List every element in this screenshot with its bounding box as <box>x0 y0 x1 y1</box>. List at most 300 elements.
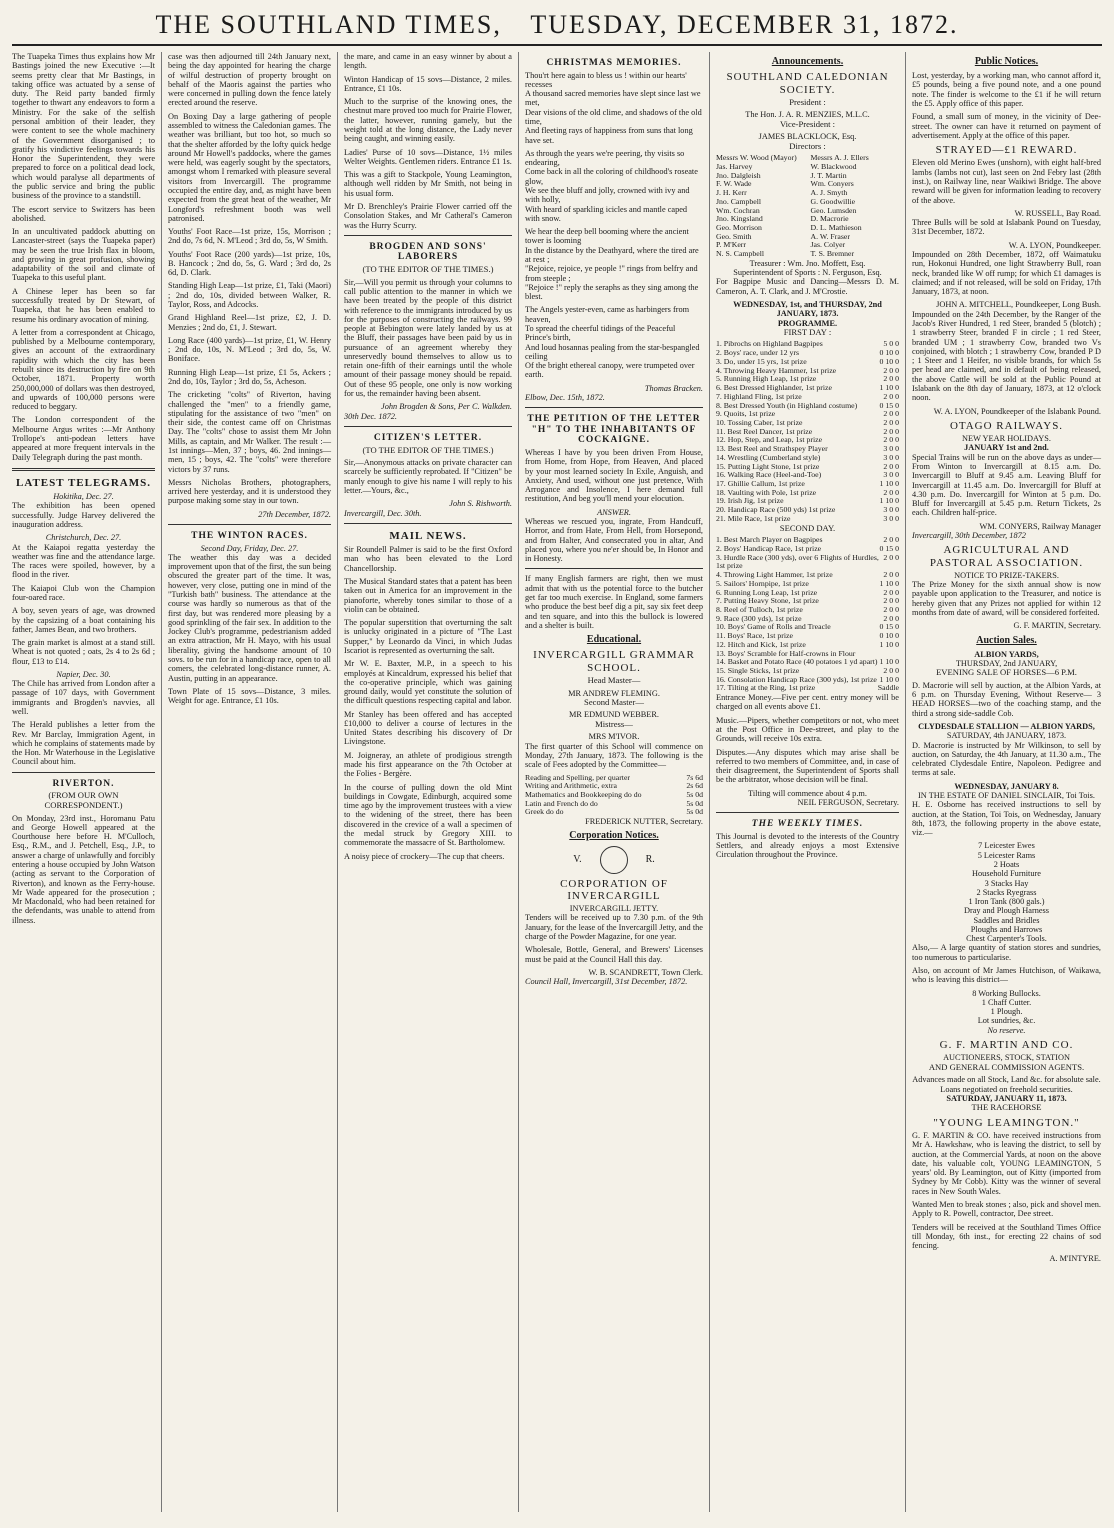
programme-prize: 0 15 0 <box>879 543 899 553</box>
telegram-place: Hokitika, Dec. 27. <box>53 492 114 502</box>
divider <box>12 772 155 773</box>
poem-line: Dear visions of the old clime, and shadows of the old time, <box>525 107 702 127</box>
estate-item: 2 Stacks Ryegrass <box>976 887 1037 897</box>
programme-event: 5. Sailors' Hornpipe, 1st prize <box>716 578 809 588</box>
programme-prize: 0 10 0 <box>879 356 899 366</box>
notice-text: Tenders will be received up to 7.30 p.m. of the 9th January, for the lease of the Invercargill Jetty, and the charge of the Powder Magazine, for one year. <box>525 913 703 942</box>
programme-event: 16. Consolation Handicap Race (300 yds), 1st prize <box>716 674 877 684</box>
holidays-dates: JANUARY 1st and 2nd. <box>964 443 1049 453</box>
programme-prize: 1 10 0 <box>879 578 899 588</box>
notice-text: Music.—Pipers, whether competitors or not, who meet at the Post Office in Dee-street, and play to the Grounds, will receive 10s extra. <box>716 715 899 744</box>
notice-signature: NEIL FERGUSON, Secretary. <box>797 797 899 807</box>
school-staff-label: Mistress— <box>595 718 633 729</box>
masthead <box>12 10 1102 46</box>
programme-event: 17. Ghillie Callum, 1st prize <box>716 478 805 488</box>
article-paragraph: The weather this day was a decided improvement upon that of the first, the sun being obscured the greater part of the time. It was, however, very close, putting one in mind of the "Turkish bath" business. The attendance at the course was hardly so numerous as that of the first day, but was rendered more pleasing by a good sprinkling of the fair sex. In addition to the Jockey Club's programme, pedestrianism added an extra attraction, Mr H. Mayo, with his usual liberality, giving the handsome amount of 10 sovs. to be run for in a handicap race, open to all comers, the celebrated long-distance runner, A. Austin, putting in an appearance. <box>168 552 331 683</box>
result-line: Town Plate of 15 sovs—Distance, 3 miles. Weight for age. Entrance, £1 10s. <box>168 686 331 706</box>
article-paragraph: Mr D. Brenchley's Prairie Flower carried off the Consolation Stakes, and Mr Catheral's Cameron was the Hurry Scurry. <box>344 201 512 230</box>
director: Wm. Conyers <box>810 179 854 189</box>
programme-prize: 2 0 0 <box>883 435 899 445</box>
telegram-text: The grain market is almost at a stand still. Wheat is not quoted ; oats, 2s 4 to 2s 6d ; flour, £13 to £14. <box>12 638 155 666</box>
telegram-text: The Chile has arrived from London after a passage of 107 days, with Government immigrants and Brogden's navvies, all well. <box>12 679 155 717</box>
fee-amount: 5s 0d <box>686 789 703 799</box>
telegram-text: The exhibition has been opened successfully. Judge Harvey delivered the inauguration address. <box>12 501 155 529</box>
masthead-date: TUESDAY, DECEMBER 31, 1872. <box>530 10 959 39</box>
programme-label: PROGRAMME. <box>777 318 838 328</box>
programme-event: 11. Boys' Race, 1st prize <box>716 631 793 641</box>
director: F. W. Wade <box>716 179 752 189</box>
divider <box>12 468 155 471</box>
result-line: Standing High Leap—1st prize, £1, Taki (Maori) ; 2nd do, 10s, divided between Walker, R. Taylor, Ross, and Adcocks. <box>168 281 331 310</box>
prize-notice: The Prize Money for the sixth annual show is now payable upon application to the Treasurer, and notice is hereby given that any Prizes not applied for within 12 months from date of award, will be considered forfeited. <box>912 580 1101 617</box>
column-3 <box>344 52 519 1512</box>
result-line: Winton Handicap of 15 sovs—Distance, 2 miles. Entrance, £1 10s. <box>344 74 512 93</box>
director: Messrs A. J. Ellers <box>810 153 869 163</box>
agricultural-heading: AGRICULTURAL AND PASTORAL ASSOCIATION. <box>929 544 1084 569</box>
fee-amount: 2s 6d <box>686 781 703 791</box>
notice-text: Entrance Money.—Five per cent. entry money will be charged on all events above £1. <box>716 693 899 712</box>
programme-prize: 1 10 0 <box>879 639 899 649</box>
programme-event: 3. Hurdle Race (300 yds), over 6 Flights of Hurdles, 1st prize <box>716 552 879 571</box>
weekly-heading: THE WEEKLY TIMES. <box>751 819 864 830</box>
holidays-heading: NEW YEAR HOLIDAYS. <box>962 434 1051 444</box>
programme-event: 6. Best Dressed Highlander, 1st prize <box>716 383 832 393</box>
fee-item: Reading and Spelling, per quarter <box>525 772 631 782</box>
result-line: Running High Leap—1st prize, £1 5s, Ackers ; 2nd do, 10s, Taylor ; 3rd do, 5s, Acheson. <box>168 367 331 386</box>
citizen-subheading: (TO THE EDITOR OF THE TIMES.) <box>362 444 494 455</box>
poem-line: A thousand sacred memories have slept since last we met, <box>525 89 701 108</box>
racehorse-label: THE RACEHORSE <box>971 1102 1042 1113</box>
poem-line: Come back in all the coloring of childhood's roseate glow, <box>525 167 698 186</box>
royal-seal: V. R. <box>525 846 703 874</box>
programme-prize: 1 10 0 <box>879 383 899 393</box>
christmas-heading: CHRISTMAS MEMORIES. <box>546 58 682 68</box>
programme-event: 15. Single Sticks, 1st prize <box>716 665 800 675</box>
lost-notice: Lost, yesterday, by a working man, who cannot afford it, £5 pounds, being a five pound note, and a one pound note. The finder is welcome to the £1 if he will return the £5. Apply office of this paper. <box>912 71 1101 109</box>
poem-line: To spread the cheerful tidings of the Peaceful Prince's birth, <box>525 323 676 343</box>
article-paragraph: Messrs Nicholas Brothers, photographers, arrived here yesterday, and it is understood they purpose making some stay in our town. <box>168 477 331 506</box>
estate-item: Chest Carpenter's Tools. <box>966 934 1047 944</box>
article-paragraph: The Musical Standard states that a patent has been taken out in America for an improvement in the pianoforte, whereby tones similar to those of a violin can be obtained. <box>344 576 512 614</box>
programme-prize: 0 10 0 <box>879 348 899 358</box>
programme-event: 8. Reel of Tulloch, 1st prize <box>716 604 803 614</box>
programme-event: 21. Mile Race, 1st prize <box>716 513 791 523</box>
programme-prize: 5 0 0 <box>883 339 899 349</box>
director: Wm. Cochran <box>716 205 760 215</box>
director: D. L. Mathieson <box>810 223 862 232</box>
estate-also: Also,— A large quantity of station stores and sundries, too numerous to particularise. <box>912 943 1101 962</box>
fee-item: Writing and Arithmetic, extra <box>525 781 617 791</box>
article-paragraph: the mare, and came in an easy winner by about a length. <box>344 52 512 71</box>
clydesdale-date: SATURDAY, 4th JANUARY, 1873. <box>946 731 1067 741</box>
wanted-notice: Wanted Men to break stones ; also, pick and shovel men. Apply to R. Powell, contractor, Dee street. <box>912 1199 1101 1219</box>
directors-label: Directors : <box>789 140 826 151</box>
telegram-text: The Herald publishes a letter from the Rev. Mr Barclay, Immigration Agent, in which he complains of statements made by the Hon. Mr Waterhouse in the Legislative Council about him. <box>12 720 155 767</box>
programme-event: 12. Hop, Step, and Leap, 1st prize <box>716 435 823 445</box>
president-label: President : <box>789 96 826 107</box>
notice-signature: G. F. MARTIN, Secretary. <box>1013 621 1101 631</box>
article-paragraph: The escort service to Switzers has been abolished. <box>12 204 155 223</box>
programme-event: 4. Throwing Light Hammer, 1st prize <box>716 570 833 580</box>
answer-heading: ANSWER. <box>597 507 631 517</box>
director: Geo. Smith <box>716 231 752 241</box>
answer-text: Whereas we rescued you, ingrate, From Handcuff, Horror, and from Hate, From Hell, from Horsepond, and from Halter, And consecrated you in altar, And placed you, where you ne'er should be, In Honor and in Honesty. <box>525 517 703 564</box>
prize-heading: NOTICE TO PRIZE-TAKERS. <box>954 570 1059 580</box>
poem-line: With heard of sparkling icicles and mantle caped with snow. <box>525 204 688 223</box>
programme-event: 19. Irish Jig, 1st prize <box>716 496 784 506</box>
estate-item: Dray and Plough Harness <box>963 906 1050 916</box>
school-staff: MRS M'IVOR. <box>588 732 640 742</box>
estate-notice: H. E. Osborne has received instructions to sell by auction, at the Station, Toi Tois, on Wednesday, January 8th, 1873, the following property in the above estate, viz.— <box>912 800 1101 838</box>
programme-event: 20. Handicap Race (500 yds) 1st prize <box>716 505 836 515</box>
column-6 <box>912 52 1107 1512</box>
director: G. Goodwillie <box>810 196 856 206</box>
programme-prize: 2 0 0 <box>883 365 899 375</box>
director: Geo. Morrison <box>716 223 762 232</box>
telegram-text: A boy, seven years of age, was drowned by the capsizing of a boat containing his father, James Bean, and two brothers. <box>12 606 155 634</box>
programme-event: 3. Do, under 15 yrs, 1st prize <box>716 356 807 366</box>
telegram-text: At the Kaiapoi regatta yesterday the weather was fine and the attendance large. The races were spoiled, however, by a flood in the river. <box>12 542 155 580</box>
programme-list <box>716 340 899 523</box>
programme-event: 7. Highland Fling, 1st prize <box>716 391 802 401</box>
columns <box>12 52 1102 1512</box>
programme-prize: 3 0 0 <box>883 513 899 523</box>
article-paragraph: Sir Roundell Palmer is said to be the first Oxford man who has been elevated to the Lord Chancellorship. <box>344 545 512 573</box>
poem-line: Of the bright ethereal canopy, were trumpeted over earth. <box>525 361 695 380</box>
martin-subheading: AND GENERAL COMMISSION AGENTS. <box>928 1061 1085 1072</box>
programme-event: 13. Best Reel and Strathspey Player <box>716 444 828 454</box>
notice-signature: WM. CONYERS, Railway Manager <box>979 521 1101 531</box>
divider <box>168 524 331 525</box>
article-paragraph: The cricketing "colts" of Riverton, having challenged the "men" to a friendly game, stipulating for the assistance of two "men" on their side, the contest came off on Christmas Day. The "colts" chose to assist them Mr John Mills, as captain, and Mr Walker. The result :—1st innings—Men, 37 ; boys, 46. 2nd innings—men, 15 ; boys, 42. The "colts" were therefore victors by 37 runs. <box>168 390 331 474</box>
telegrams-heading: LATEST TELEGRAMS. <box>16 476 151 489</box>
programme-event: 10. Tossing Caber, 1st prize <box>716 417 803 427</box>
programme-prize: 1 10 0 <box>879 657 899 667</box>
notice-signature: A. M'INTYRE. <box>1049 1254 1101 1264</box>
estate-item: Household Furniture <box>972 869 1041 879</box>
article-paragraph: On Boxing Day a large gathering of people assembled to witness the Caledonian games. The weather was brilliant, but too hot, so much so that the shelter afforded by the lofty quick hedge around Mr Howell's paddocks, where the games were held, was eagerly sought by the spectators, amongst whom I remarked with pleasure several visitors from Invercargill. The programme occupied the entire day, and, as might have been expected from the great heat of the weather, Mr Longford's refreshment booth was well patronised. <box>168 111 331 223</box>
programme-prize: 2 0 0 <box>883 391 899 401</box>
martin-subheading: AUCTIONEERS, STOCK, STATION <box>943 1053 1070 1063</box>
programme-prize: 0 10 0 <box>879 631 899 641</box>
director: P. M'Kerr <box>716 240 746 250</box>
poem-line: The Angels yester-even, came as harbingers from heaven, <box>525 305 690 324</box>
poem-line: And loud hosannas pealing from the star-bespangled ceiling <box>525 342 700 361</box>
estate-item: Saddles and Bridles <box>973 915 1040 925</box>
directors-list <box>716 154 899 259</box>
telegram-place: Christchurch, Dec. 27. <box>45 533 122 543</box>
announcements-label: Announcements. <box>771 56 844 67</box>
programme-event: 2. Boys' race, under 12 yrs <box>716 348 800 358</box>
winton-heading: THE WINTON RACES. <box>191 530 308 541</box>
strayed-notice: Eleven old Merino Ewes (unshorn), with eight half-bred lambs (lambs not cut), last seen on 2nd Febry last (28th inst.), on Railway line, near Waikiwi Bridge. The above reward will be given for information leading to recovery of the above. <box>912 158 1101 205</box>
programme-event: 2. Boys' Handicap Race, 1st prize <box>716 543 822 553</box>
programme-event: 1. Pibrochs on Highland Bagpipes <box>716 339 823 349</box>
citizen-heading: CITIZEN'S LETTER. <box>373 432 483 443</box>
leamington-notice: G. F. MARTIN & CO. have received instructions from Mr A. Hawkshaw, who is leaving the district, to sell by auction, at the Commercial Yards, at noon on the above date, his valuable colt, YOUNG LEAMINGTON, 5 years' old. By Leamington, out of Kitty (imported from Sydney by Mr Cobb). Kitty was the winner of several races in New South Wales. <box>912 1131 1101 1196</box>
director: T. S. Bremner <box>810 249 855 259</box>
hutchison-item: 1 Plough. <box>990 1007 1023 1017</box>
school-heading: INVERCARGILL GRAMMAR SCHOOL. <box>533 649 695 674</box>
director: W. Blackwood <box>810 161 857 171</box>
railways-heading: OTAGO RAILWAYS. <box>949 419 1064 432</box>
martin-loans: Loans negotiated on freehold securities. <box>940 1084 1073 1094</box>
saturday-heading: SATURDAY, JANUARY 11, 1873. <box>946 1093 1067 1103</box>
column-4 <box>525 52 710 1512</box>
riverton-heading: RIVERTON. <box>52 778 115 789</box>
article-paragraph: The Tuapeka Times thus explains how Mr Bastings joined the new Executive :—It seems pretty clear that Mr Bastings, in taking office was actuated by a sense of duty. The Reid party banded firmly together to thwart any endeavors to form a Ministry. For the sake of the selfish personal ambition of their leader, they were content to see the whole machinery of the Government disorganised ; to gratify his vindictive feelings towards his Honor the Superintendent, they were prepared to force on a political dead lock, which would paralyse all departments of the public service and bring the public business of the province to a standstill. <box>12 52 155 201</box>
programme-event: 9. Race (300 yds), 1st prize <box>716 613 802 623</box>
letter-text: Sir,—Anonymous attacks on private character can scarcely be sufficiently reprobated. If "Citizen" be manly enough to give his name I will reply to his letter.—Yours, &c., <box>344 458 512 495</box>
event-dates: WEDNESDAY, 1st, and THURSDAY, 2nd JANUARY, 1873. <box>733 300 882 319</box>
vice-president-label: Vice-President : <box>779 118 836 129</box>
hutchison-notice: Also, on account of Mr James Hutchison, of Waikawa, who is leaving this district— <box>912 966 1101 985</box>
society-heading: SOUTHLAND CALEDONIAN SOCIETY. <box>726 71 889 96</box>
tenders-notice: Tenders will be received at the Southland Times Office till Monday, 6th inst., for erecting 22 chains of sod fencing. <box>912 1222 1101 1251</box>
corporation-heading: CORPORATION OF INVERCARGILL <box>560 877 668 902</box>
director: N. S. Campbell <box>716 249 765 259</box>
impounded-notice: Impounded on 28th December, 1872, off Waimatuku run, Hokonui Hundred, one light Strawberry Bull, roan neck, branded like W off rump; for which £1 damages is claimed; and if not released, will be sold on Friday, 17th January, 1873, at noon. <box>912 250 1101 297</box>
notice-text: Wholesale, Bottle, General, and Brewers' Licenses must be paid at the Council Hall this day. <box>525 945 703 964</box>
auction-sales-label: Auction Sales. <box>976 634 1037 646</box>
article-paragraph: In an uncultivated paddock abutting on Lancaster-street (says the Tuapeka paper) may be seen the true Irish flax in bloom, and growing in great profusion, showing adaptability of the soil and climate of Tuapeka to this useful plant. <box>12 227 155 283</box>
directors-right <box>811 154 900 259</box>
programme-event: 10. Boys' Game of Rolls and Treacle <box>716 622 831 632</box>
divider <box>525 407 703 408</box>
director: J. T. Martin <box>810 170 847 180</box>
albion-heading: ALBION YARDS, <box>974 649 1039 659</box>
programme-prize: 2 0 0 <box>883 552 899 562</box>
programme-prize: 2 0 0 <box>883 596 899 606</box>
poem-author: Thomas Bracken. <box>644 383 703 393</box>
estate-item: 5 Leicester Rams <box>977 850 1036 860</box>
programme-event: 15. Putting Light Stone, 1st prize <box>716 461 820 471</box>
article-paragraph: If many English farmers are right, then we must admit that with us the potential force to the butcher get far too much exercise. In England, some farmers who produce the best beef dig a pit, say six feet deep and ten square, and into this the bullock is lowered and a shelter is built. <box>525 574 703 630</box>
article-paragraph: On Monday, 23rd inst., Horomanu Patu and George Howell appeared at the Courthouse here before H. M'Culloch, Esq., R.M., and J. Petchell, Esq., J.P., to answer a charge of unlawfully and forcibly entering a house occupied by John Watson (acting as servant to the Corporation of Riverton), and known as the Ferry-house. Mr Wade appeared for the prosecution ; Mr Macdonald, who had been retained for the defendants, was unable to attend from illness. <box>12 813 155 925</box>
letter-signature: John Brogden & Sons, Per C. Walkden. <box>381 402 512 412</box>
result-line: Youths' Foot Race (200 yards)—1st prize, 10s, B. Hancock ; 2nd do, 5s, G. Ward ; 3rd do, 2s 6d, D. Clark. <box>168 249 331 278</box>
hutchison-item: 1 Chaff Cutter. <box>981 997 1032 1007</box>
martin-notice: Advances made on all Stock, Land &c. for absolute sale. <box>912 1075 1101 1085</box>
programme-row <box>716 554 899 571</box>
programme-prize: 2 0 0 <box>883 535 899 545</box>
notice-text: Disputes.—Any disputes which may arise shall be referred to two members of Committee, and, in case of their disagreement, the Superintendent of Sports shall be the arbitrator, whose decision will be final. <box>716 747 899 785</box>
letter-date: 30th Dec. 1872. <box>344 411 397 421</box>
column-2 <box>168 52 338 1512</box>
programme-prize: 2 0 0 <box>883 665 899 675</box>
brogden-heading: BROGDEN AND SONS' LABORERS <box>369 241 487 263</box>
director: Geo. Lumsden <box>810 205 857 215</box>
poem-line: "Rejoice !" reply the seraphs as they sing among the blest. <box>525 282 699 302</box>
fee-item: Mathematics and Bookkeeping do do <box>525 789 642 799</box>
martin-heading: G. F. MARTIN AND CO. <box>939 1039 1074 1051</box>
programme-event: 17. Tilting at the Ring, 1st prize <box>716 683 816 693</box>
programme-prize: 0 15 0 <box>879 400 899 410</box>
poem-line: We hear the deep bell booming where the ancient tower is looming <box>525 227 689 246</box>
programme-event: 7. Putting Heavy Stone, 1st prize <box>716 596 819 606</box>
article-paragraph: The popular superstition that overturning the salt is unlucky originated in a picture of "The Last Supper," by Leonardo da Vinci, in which Judas Iscariot is represented as overturning the salt. <box>344 618 512 655</box>
treasurer: Treasurer : Wm. Jno. Moffett, Esq. <box>749 258 866 268</box>
riverton-subheading: (FROM OUR OWN CORRESPONDENT.) <box>44 790 123 810</box>
fee-amount: 5s 0d <box>686 798 703 808</box>
fee-amount: 5s 0d <box>686 807 703 817</box>
notice-signature: W. A. LYON, Poundkeeper of the Islabank Pound. <box>933 406 1101 416</box>
programme-prize: Saddle <box>877 683 899 693</box>
programme-prize: 1 10 0 <box>879 478 899 488</box>
estate-item: 7 Leicester Ewes <box>978 841 1035 851</box>
programme-prize: 3 0 0 <box>883 505 899 515</box>
article-paragraph: case was then adjourned till 24th January next, being the day appointed for hearing the charge of wilful destruction of property brought on behalf of the Maoris against the parties who were concerned in pulling down the fence lately erected around the reserve. <box>168 52 331 108</box>
poem-line: In the distance by the Deathyard, where the tired are at rest ; <box>525 245 699 264</box>
programme-event: 16. Walking Race (Heel-and-Toe) <box>716 470 822 480</box>
impounded-notice: Impounded on the 24th December, by the Ranger of the Jacob's River Hundred, 1 red Steer, branded 5 (blotch) ; 1 strawberry Steer, branded F in circle ; 1 red Steer, branded UM ; 1 strawberry Cow, branded two Vs conjoined, with blotch ; 1 strawberry Cow, branded P D ; 1 Steer and 1 Heifer, no visible brands, for which 5s per head are claimed, and in default of being released, the above Cattle will be sold at the Public Pound at Islabank on the 8th day of January, 1873, at 12 o'clock noon. <box>912 309 1101 403</box>
programme-prize: 2 0 0 <box>883 604 899 614</box>
programme-prize: 2 0 0 <box>883 570 899 580</box>
dateline: 27th December, 1872. <box>258 509 331 519</box>
estate-item: Ploughs and Harrows <box>970 924 1043 934</box>
programme-event: 11. Best Reel Dancer, 1st prize <box>716 426 813 436</box>
fee-amount: 7s 6d <box>686 772 703 782</box>
divider <box>716 812 899 813</box>
programme-event: 18. Vaulting with Pole, 1st prize <box>716 487 817 497</box>
sports-superintendent: Superintendent of Sports : N. Ferguson, Esq. <box>733 268 882 278</box>
vice-president: JAMES BLACKLOCK, Esq. <box>758 132 857 142</box>
notice-signature: W. A. LYON, Poundkeeper. <box>1008 240 1101 250</box>
director: Jas. Colyer <box>810 240 846 250</box>
poem-line: As through the years we're peering, thy visits so endearing, <box>525 148 685 168</box>
corporation-subheading: INVERCARGILL JETTY. <box>569 904 659 914</box>
poem-line: Thou'rt here again to bless us ! within our hearts' recesses <box>525 70 687 89</box>
programme-prize: 3 0 0 <box>883 452 899 462</box>
programme-prize: 2 0 0 <box>883 487 899 497</box>
fee-item: Latin and French do do <box>525 798 598 808</box>
masthead-title: THE SOUTHLAND TIMES, <box>155 10 502 39</box>
no-reserve: No reserve. <box>987 1025 1026 1035</box>
poem-line: And fleeting rays of happiness from suns that long have set. <box>525 126 693 145</box>
programme-row <box>716 684 899 693</box>
estate-heading: IN THE ESTATE OF DANIEL SINCLAIR, Toi Tois. <box>918 790 1095 800</box>
programme-prize: 1 10 0 <box>879 496 899 506</box>
programme-prize: 2 0 0 <box>883 426 899 436</box>
result-line: Ladies' Purse of 10 sovs—Distance, 1½ miles Welter Weights. Gentlemen riders. Entrance £1 1s. <box>344 147 512 166</box>
clydesdale-heading: CLYDESDALE STALLION — ALBION YARDS, <box>918 722 1095 731</box>
divider <box>525 568 703 569</box>
director: D. Macrorie <box>810 214 849 224</box>
column-5 <box>716 52 906 1512</box>
estate-item: 1 Iron Tank (800 gals.) <box>968 897 1045 907</box>
programme-event: 6. Running Long Leap, 1st prize <box>716 587 818 597</box>
judges-text: For Bagpipe Music and Dancing—Messrs D. M. Cameron, A. T. Clark, and J. M'Crostie. <box>716 277 899 296</box>
poem-date: Elbow, Dec. 15th, 1872. <box>525 392 605 402</box>
director: Messrs W. Wood (Mayor) <box>716 153 797 163</box>
letter-date: Invercargill, Dec. 30th. <box>344 508 422 518</box>
poem <box>525 71 703 380</box>
article-paragraph: A Chinese leper has been so far successfully treated by Dr Stewart, of Tuapeka, that he has been enabled to resume his ordinary avocation of mining. <box>12 286 155 324</box>
bulls-notice: Three Bulls will be sold at Islabank Pound on Tuesday, 31st December, 1872. <box>912 218 1101 237</box>
programme-event: 14. Wrestling (Cumberland style) <box>716 452 821 462</box>
notice-signature: W. RUSSELL, Bay Road. <box>1014 208 1101 218</box>
brogden-subheading: (TO THE EDITOR OF THE TIMES.) <box>362 264 494 275</box>
programme-prize: 2 0 0 <box>883 461 899 471</box>
hutchison-item: Lot sundries, &c. <box>977 1016 1036 1026</box>
winton-subheading: Second Day, Friday, Dec. 27. <box>200 543 299 553</box>
programme-event: 12. Hitch and Kick, 1st prize <box>716 639 806 649</box>
crest-icon <box>600 846 628 874</box>
director: Jas. Harvey <box>716 161 753 171</box>
article-paragraph: Mr W. E. Baxter, M.P., in a speech to his employés at Kincaldrum, expressed his belief that the co-operative principle, which was gaining ground daily, would yet constitute the solution of the difficult questions respecting capital and labor. <box>344 659 512 706</box>
poem-line: We see thee bluff and jolly, crowned with ivy and with holly, <box>525 186 690 205</box>
article-paragraph: A noisy piece of crockery—The cup that cheers. <box>344 851 505 861</box>
director: Jno. Kingsland <box>716 214 763 224</box>
notice-text: This Journal is devoted to the interests of the Country Settlers, and already enjoys a most Extensive Circulation throughout the Province. <box>716 831 899 860</box>
second-day-list <box>716 536 899 693</box>
programme-event: 4. Throwing Heavy Hammer, 1st prize <box>716 365 837 375</box>
notice-date: Invercargill, 30th December, 1872 <box>912 530 1026 540</box>
school-text: The first quarter of this School will commence on Monday, 27th January, 1873. The following is the scale of Fees adopted by the Committee— <box>525 741 703 770</box>
director: A. W. Fraser <box>810 231 850 241</box>
petition-heading: THE PETITION OF THE LETTER "H" TO THE INHABITANTS OF COCKAIGNE. <box>527 414 701 446</box>
hutchison-item: 8 Working Bullocks. <box>972 988 1041 998</box>
poem-line: "Rejoice, rejoice, ye people !" rings from belfry and from steeple ; <box>525 264 698 283</box>
public-notices-label: Public Notices. <box>974 56 1039 67</box>
director: A. J. Smyth <box>810 188 848 198</box>
article-paragraph: A letter from a correspondent at Chicago, published by a Melbourne contemporary, gives an account of the extraordinary rapidity with which the city has been rebuilt since its destruction by fire on 9th October, 1871. Property worth 250,000,000 of dollars was then destroyed, and upwards of 100,000 persons were reduced to beggary. <box>12 327 155 412</box>
programme-event: 13. Boys' Scramble for Half-crowns in Flour <box>716 648 856 658</box>
divider <box>344 235 512 236</box>
wednesday-heading: WEDNESDAY, JANUARY 8. <box>954 781 1059 791</box>
found-notice: Found, a small sum of money, in the vicinity of Dee-street. The owner can have it returned on payment of advertisement. Apply at the office of this paper. <box>912 112 1101 140</box>
corporation-label: Corporation Notices. <box>569 830 659 842</box>
director: J. H. Kerr <box>716 188 747 198</box>
estate-item: 2 Hoats <box>993 859 1020 869</box>
fee-row <box>525 808 703 817</box>
director: Jno. Dalgleish <box>716 170 761 180</box>
trains-notice: Special Trains will be run on the above days as under—From Winton to Invercargill at 8.15 a.m. Do. Invercargill to Bluff at 9.45 a.m. Leaving Bluff for Invercargill at 11.45 a.m. Do. Invercargill for Bluff at 4.30 p.m. Do. Invercargill for Winton at 5 p.m. Do. Bluff for Invercargill at 5.45 p.m. Return Tickets, 2s each. Children half-price. <box>912 452 1101 518</box>
notice-signature: JOHN A. MITCHELL, Poundkeeper, Long Bush. <box>936 300 1101 310</box>
telegram-text: The Kaiapoi Club won the Champion four-oared race. <box>12 583 155 602</box>
article-paragraph: M. Joigneray, an athlete of prodigious strength made his first appearance on the 7th October at the Folies - Bergère. <box>344 750 512 779</box>
programme-event: 5. Running High Leap, 1st prize <box>716 374 817 384</box>
educational-label: Educational. <box>586 634 642 646</box>
programme-prize: 2 0 0 <box>883 374 899 384</box>
programme-event: 14. Basket and Potato Race (40 potatoes 1 yd apart) <box>716 657 878 667</box>
programme-prize: 0 15 0 <box>879 622 899 632</box>
notice-text: Tilting will commence about 4 p.m. <box>748 788 867 798</box>
programme-prize: 2 0 0 <box>883 417 899 427</box>
programme-prize: 2 0 0 <box>883 409 899 419</box>
leamington-heading: "YOUNG LEAMINGTON." <box>933 1116 1080 1129</box>
article-paragraph: Much to the surprise of the knowing ones, the chestnut mare proved too much for Prairie Flower, the latter, however, running gamely, but the weight told at the long distance, the Lady never being caught, and winning easily. <box>344 97 512 144</box>
school-signature: FREDERICK NUTTER, Secretary. <box>585 817 703 827</box>
clydesdale-notice: D. Macrorie is instructed by Mr Wilkinson, to sell by auction, on Saturday, the 4th January, at 11.30 a.m., The celebrated Clydesdale Entire, Napoleon. Pedigree and terms at sale. <box>912 740 1101 778</box>
programme-prize: 3 0 0 <box>883 444 899 454</box>
programme-prize: 1 10 0 <box>879 674 899 684</box>
first-day-label: FIRST DAY : <box>783 326 832 337</box>
programme-event: 9. Quoits, 1st prize <box>716 409 776 419</box>
school-staff: MR EDMUND WEBBER. <box>569 710 659 720</box>
divider <box>344 426 512 427</box>
programme-event: 1. Best March Player on Bagpipes <box>716 535 823 545</box>
strayed-heading: STRAYED—£1 REWARD. <box>935 144 1078 157</box>
school-staff-label: Head Master— <box>587 674 641 685</box>
programme-prize: 2 0 0 <box>883 613 899 623</box>
letter-text: Sir,—Will you permit us through your columns to call public attention to the manner in which we have been treated by the people of this district with reference to the immigrants introduced by us for the purposes of constructing the railways. 99 people at Bebington were lately landed by us at the Bluff, their passages have been paid by us in pursuance of an agreement whereby they unreservedly bound themselves to allow us to retain one-fifth of their earnings until the whole amount of their passage money should be repaid. Out of these 95 people, one only is now working for us, the remainder having been absent. <box>344 277 512 399</box>
estate-item: 3 Stacks Hay <box>984 878 1029 888</box>
programme-prize: 2 0 0 <box>883 587 899 597</box>
director: Jno. Campbell <box>716 196 762 206</box>
second-day-label: SECOND DAY. <box>779 522 836 533</box>
notice-signature: W. B. SCANDRETT, Town Clerk. <box>588 967 703 977</box>
